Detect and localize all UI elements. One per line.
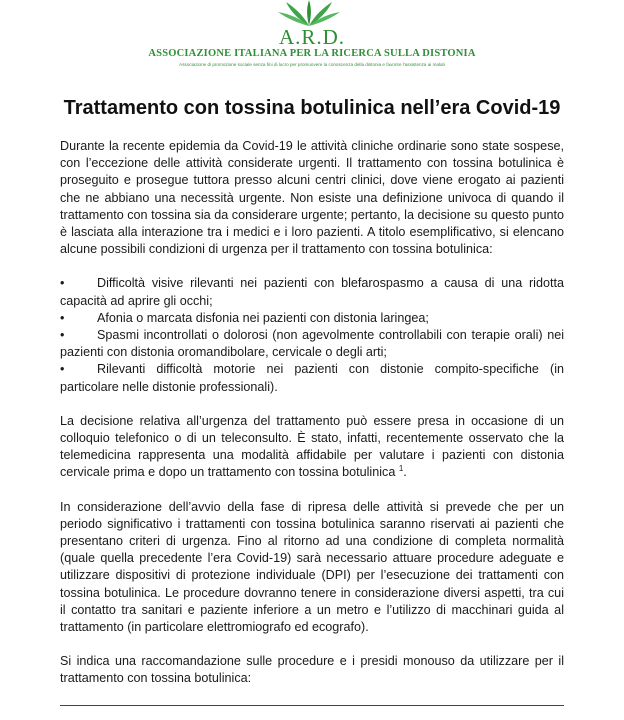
procedures-paragraph: In considerazione dell’avvio della fase di ripresa delle attività si prevede che per un periodo significativo i trattamenti con tossina botulinica saranno riservati ai pazienti che presentano criteri di urgenza. Fino al ritorno ad una condizione di completa normalità (quale quella precedente l’era Covid-19) sarà necessario attuare procedure adeguate e utilizzare dispositivi di protezione individuale (DPI) per l’esecuzione dei trattamenti con tossina botulinica. Le procedure dovranno tenere in considerazione diversi aspetti, tra cui il contatto tra sanitari e paziente inferiore a un metro e l’utilizzo di macchinari guida al trattamento (in particolare elettromiografo ed ecografo).: [60, 499, 564, 635]
list-item-text: Rilevanti difficoltà motorie nei pazienti con distonie compito-specifiche (in particolare nelle distonie professionali).: [60, 362, 564, 394]
list-item-text: Afonia o marcata disfonia nei pazienti con distonia laringea;: [97, 310, 429, 325]
list-item: [60, 275, 564, 309]
list-item-text: Difficoltà visive rilevanti nei pazienti con blefarospasmo a causa di una ridotta capacità ad aprire gli occhi;: [60, 276, 564, 308]
document-header: [0, 0, 624, 80]
list-item: [60, 310, 564, 327]
list-item: [60, 327, 564, 361]
footer-divider: [60, 705, 564, 706]
bullet-icon: •: [60, 310, 65, 325]
intro-paragraph: Durante la recente epidemia da Covid-19 le attività cliniche ordinarie sono state sospese, con l’eccezione delle attività considerate urgenti. Il trattamento con tossina botulinica è proseguito e prosegue tuttora presso alcuni centri clinici, dove viene erogato ai pazienti che ne abbiano una necessità urgente. Non esiste una definizione univoca di quando il trattamento con tossina sia da considerare urgente; pertanto, la decisione su questo punto è lasciata alla interazione tra i medici e i loro pazienti. A titolo esemplificativo, si elencano alcune possibili condizioni di urgenza per il trattamento con tossina botulinica:: [60, 139, 564, 257]
list-item: [60, 361, 564, 395]
ard-logo-leaves-icon: [262, 0, 356, 26]
telemedicine-text-end: .: [403, 465, 407, 480]
telemedicine-text: La decisione relativa all’urgenza del trattamento può essere presa in occasione di un colloquio telefonico o di un teleconsulto. È stato, infatti, recentemente osservato che la telemedicina rappresenta una modalità affidabile per valutare i pazienti con distonia cervicale prima e dopo un trattamento con tossina botulinica: [60, 413, 564, 480]
telemedicine-paragraph: [60, 413, 564, 482]
urgency-conditions-list: [60, 275, 564, 395]
organization-name: ASSOCIAZIONE ITALIANA PER LA RICERCA SULLA DISTONIA: [148, 48, 476, 59]
organization-tagline: Associazione di promozione sociale senza fini di lucro per promuovere la conoscenza della distonia e favorire l'assistenza ai malati: [179, 62, 445, 67]
bullet-icon: •: [60, 276, 65, 291]
bullet-icon: •: [60, 362, 65, 377]
footnote-reference: 1: [398, 464, 404, 474]
logo-name: A.R.D.: [278, 25, 346, 49]
list-item-text: Spasmi incontrollati o dolorosi (non agevolmente controllabili con terapie orali) nei pazienti con distonia oromandibolare, cervicale o degli arti;: [60, 328, 564, 360]
recommendation-paragraph: Si indica una raccomandazione sulle procedure e i presidi monouso da utilizzare per il trattamento con tossina botulinica:: [60, 654, 564, 686]
document-title: Trattamento con tossina botulinica nell’era Covid-19: [63, 97, 561, 119]
document-body: [60, 138, 564, 705]
bullet-icon: •: [60, 328, 65, 343]
